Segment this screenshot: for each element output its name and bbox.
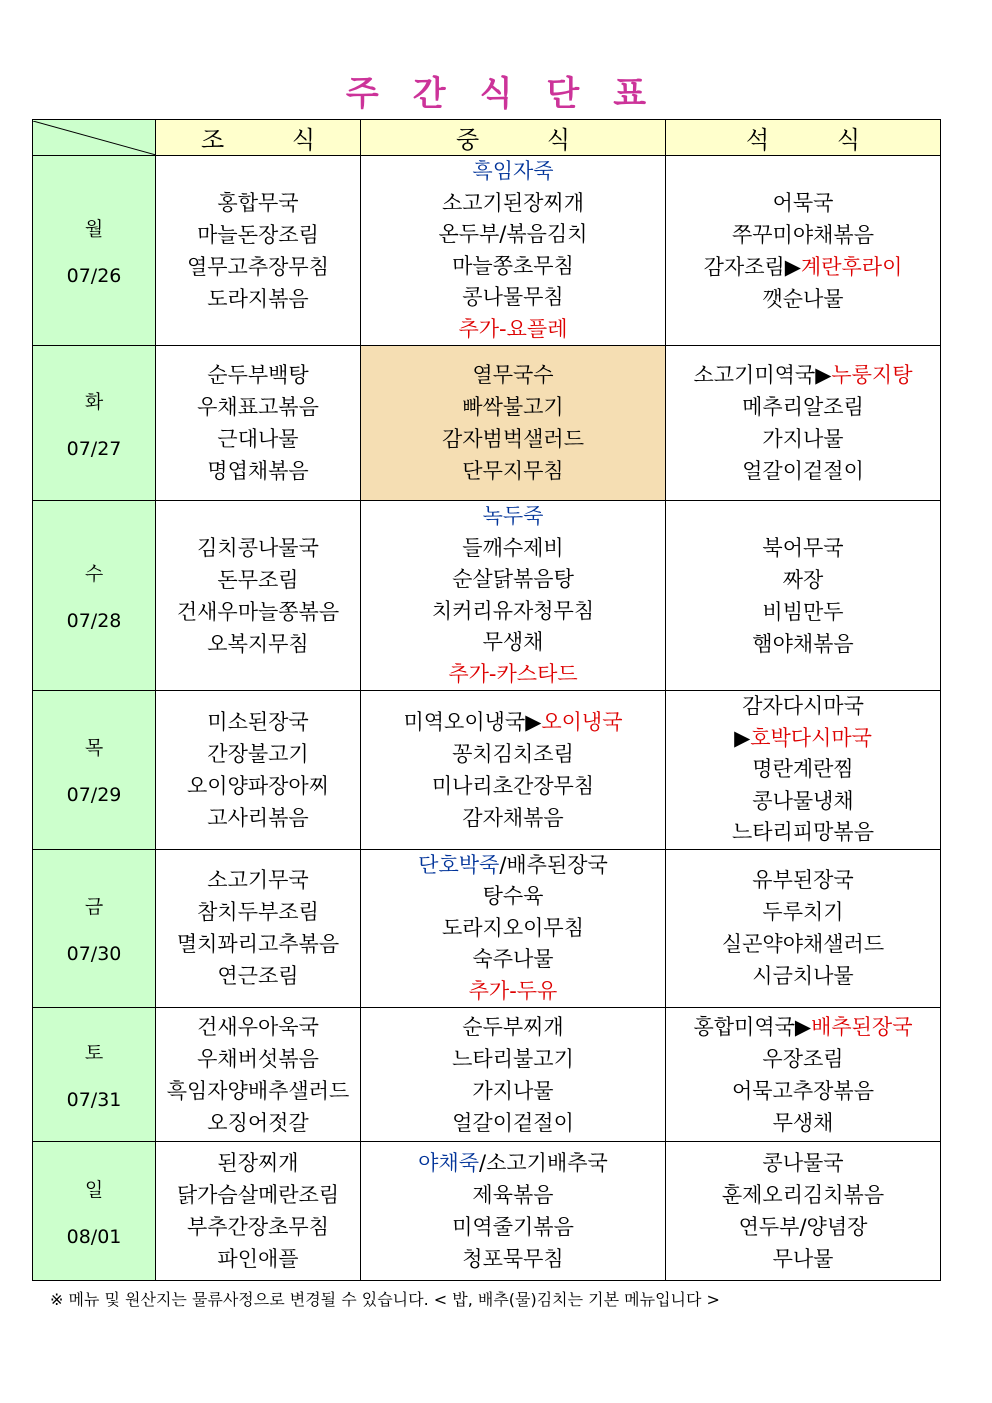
menu-item-text: 가지나물 (762, 427, 844, 451)
day-row (33, 346, 941, 501)
lunch-cell (361, 691, 666, 850)
menu-item (666, 187, 940, 219)
menu-item (666, 423, 940, 455)
menu-item (156, 1011, 360, 1043)
menu-item (361, 251, 665, 283)
menu-item (156, 1147, 360, 1179)
menu-item-text: 미나리초간장무침 (431, 773, 595, 798)
menu-item-text: 미역오이냉국▶ (403, 709, 542, 734)
menu-item-extra: /소고기배추국 (479, 1151, 608, 1175)
menu-item (361, 1147, 665, 1179)
menu-item-alt: 계란후라이 (800, 254, 903, 279)
menu-item-text: 가지나물 (472, 1078, 554, 1103)
menu-item (666, 1179, 940, 1211)
menu-item (666, 723, 940, 755)
menu-item-text: 감자채볶음 (462, 805, 564, 830)
dinner-cell (666, 501, 941, 691)
menu-item (156, 1179, 360, 1211)
menu-item (361, 423, 665, 455)
menu-item (361, 219, 665, 251)
menu-item-text: 비빔만두 (762, 599, 844, 624)
lunch-cell (361, 156, 666, 346)
menu-item (361, 596, 665, 628)
menu-item-text: 부추간장초무침 (186, 1215, 329, 1239)
menu-item-text: 우장조림 (762, 1046, 844, 1071)
menu-item-text: 미역줄기볶음 (452, 1215, 574, 1239)
menu-item-text: 꽁치김치조림 (452, 741, 574, 766)
menu-item (156, 802, 360, 834)
menu-item-text: 열무고추장무침 (186, 254, 329, 279)
day-row (33, 501, 941, 691)
menu-item-text: 단무지무침 (462, 459, 564, 483)
menu-item-text: 도라지볶음 (207, 286, 309, 311)
menu-item-text: ▶ (734, 725, 751, 750)
menu-item (361, 455, 665, 487)
menu-item (361, 913, 665, 945)
menu-item-text: 콩나물냉채 (752, 788, 854, 813)
menu-item-text: 연두부/양념장 (738, 1215, 868, 1239)
menu-item (361, 501, 665, 533)
menu-item (666, 628, 940, 660)
menu-item-text: 감자다시마국 (742, 694, 864, 718)
menu-item (666, 532, 940, 564)
menu-item (156, 896, 360, 928)
menu-item-text: 순살닭볶음탕 (452, 567, 574, 591)
menu-item (361, 391, 665, 423)
menu-item-text: 들깨수제비 (462, 535, 564, 560)
menu-item-text: 참치두부조림 (197, 900, 319, 925)
menu-item-text: 숙주나물 (472, 947, 554, 971)
menu-item (666, 691, 940, 723)
menu-item-text: 청포묵무침 (462, 1247, 564, 1271)
breakfast-cell (156, 1142, 361, 1281)
menu-item-text: 순두부찌개 (462, 1014, 564, 1039)
breakfast-cell (156, 156, 361, 346)
menu-item (666, 928, 940, 960)
menu-item (666, 1011, 940, 1043)
menu-item (666, 251, 940, 283)
menu-item-text: 콩나물국 (762, 1151, 844, 1175)
menu-item-text: 멸치꽈리고추볶음 (176, 932, 340, 957)
day-cell (33, 501, 156, 691)
menu-item (156, 359, 360, 391)
menu-item-text: 열무국수 (472, 363, 554, 387)
menu-item (156, 738, 360, 770)
menu-item (156, 596, 360, 628)
menu-item-text: 북어무국 (762, 535, 844, 560)
menu-item-text: 간장불고기 (207, 741, 309, 766)
menu-item (361, 770, 665, 802)
menu-item (156, 455, 360, 487)
menu-item (666, 1107, 940, 1139)
menu-item (361, 564, 665, 596)
menu-item-text: 어묵국 (772, 190, 834, 215)
menu-item-text: 햄야채볶음 (752, 631, 854, 656)
breakfast-cell (156, 501, 361, 691)
menu-item (361, 314, 665, 346)
menu-item (156, 423, 360, 455)
lunch-cell (361, 1008, 666, 1142)
menu-item-text: 순두부백탕 (207, 363, 309, 387)
menu-item (156, 532, 360, 564)
menu-item (666, 754, 940, 786)
menu-item-text: 소고기미역국▶ (693, 363, 832, 387)
menu-item (361, 944, 665, 976)
menu-item-text: 무생채 (772, 1110, 834, 1135)
dinner-cell (666, 1008, 941, 1142)
day-cell (33, 691, 156, 850)
menu-item (156, 1043, 360, 1075)
menu-item-text: 돈무조림 (217, 567, 299, 592)
menu-item-text: 연근조림 (217, 964, 299, 989)
menu-item-text: 느타리피망볶음 (731, 820, 874, 844)
menu-item-text: 훈제오리김치볶음 (721, 1183, 885, 1207)
day-row (33, 156, 941, 346)
menu-item-text: 시금치나물 (752, 964, 854, 989)
menu-item (361, 627, 665, 659)
menu-item (156, 928, 360, 960)
menu-item-text: 미소된장국 (207, 709, 309, 734)
menu-item-text: 치커리유자청무침 (431, 598, 595, 623)
menu-item (361, 802, 665, 834)
header-breakfast: 조 식 (156, 120, 361, 156)
breakfast-cell (156, 849, 361, 1008)
menu-item-text: 짜장 (782, 567, 824, 592)
menu-item (156, 960, 360, 992)
day-date: 08/01 (66, 1225, 122, 1248)
dinner-cell (666, 691, 941, 850)
day-date: 07/27 (66, 437, 122, 460)
menu-item (361, 156, 665, 188)
menu-item-text: 얼갈이겉절이 (452, 1110, 574, 1135)
menu-item-text: 온두부/볶음김치 (438, 222, 588, 246)
breakfast-cell (156, 1008, 361, 1142)
menu-item (361, 533, 665, 565)
menu-item (666, 1075, 940, 1107)
menu-item (666, 864, 940, 896)
menu-item-alt: 오이냉국 (541, 709, 623, 734)
menu-item (361, 1243, 665, 1275)
menu-item (666, 1147, 940, 1179)
menu-item (361, 976, 665, 1008)
menu-item (156, 391, 360, 423)
menu-item-text: 탕수육 (482, 884, 544, 908)
menu-item-text: 실곤약야채샐러드 (721, 932, 885, 957)
day-row (33, 1142, 941, 1281)
menu-item (666, 564, 940, 596)
menu-item-text: 느타리불고기 (452, 1046, 574, 1071)
menu-item-text: 소고기무국 (207, 868, 309, 893)
menu-item-text: 두루치기 (762, 900, 844, 925)
menu-item-text: 오복지무침 (207, 631, 309, 656)
menu-item-text: 도라지오이무침 (441, 915, 584, 940)
menu-item-text: 건새우마늘쫑볶음 (176, 599, 340, 624)
menu-item-text: 깻순나물 (762, 286, 844, 311)
day-date: 07/26 (66, 265, 122, 287)
menu-item-text: 오징어젓갈 (207, 1110, 309, 1135)
corner-cell (33, 120, 156, 156)
menu-item (361, 659, 665, 691)
menu-item (666, 960, 940, 992)
day-cell (33, 156, 156, 346)
menu-item-text: 홍합미역국▶ (693, 1014, 812, 1039)
menu-item (361, 1107, 665, 1139)
day-row (33, 1008, 941, 1142)
menu-item (361, 881, 665, 913)
menu-item (666, 455, 940, 487)
menu-item (156, 770, 360, 802)
day-name: 수 (84, 563, 104, 585)
menu-item (156, 1243, 360, 1275)
menu-item-text: 된장찌개 (217, 1151, 299, 1175)
menu-item (156, 1075, 360, 1107)
menu-item (361, 359, 665, 391)
day-date: 07/29 (66, 784, 122, 807)
menu-item-text: 소고기된장찌개 (441, 190, 584, 215)
menu-item-text: 감자범벅샐러드 (441, 427, 584, 451)
menu-item (361, 282, 665, 314)
header-lunch: 중 식 (361, 120, 666, 156)
lunch-cell (361, 1142, 666, 1281)
menu-item-text: 닭가슴살메란조림 (176, 1183, 340, 1207)
menu-item-text: 무생채 (482, 630, 544, 654)
menu-item-text: 녹두죽 (482, 504, 544, 528)
day-name: 월 (84, 218, 104, 240)
menu-item-text: 우채버섯볶음 (197, 1046, 319, 1071)
day-date: 07/31 (66, 1089, 122, 1111)
menu-item-text: 명엽채볶음 (207, 459, 309, 483)
menu-item (156, 187, 360, 219)
menu-item-text: 야채죽 (418, 1151, 480, 1175)
menu-item (361, 1179, 665, 1211)
dinner-cell (666, 849, 941, 1008)
day-row (33, 691, 941, 850)
dinner-cell (666, 156, 941, 346)
day-name: 금 (84, 895, 104, 918)
day-name: 일 (84, 1178, 104, 1201)
dinner-cell (666, 346, 941, 501)
dinner-cell (666, 1142, 941, 1281)
menu-item-text: 빠싹불고기 (462, 395, 564, 419)
menu-item-text: 김치콩나물국 (197, 535, 319, 560)
weekly-menu-table (32, 119, 941, 1281)
menu-item-text: 마늘쫑초무침 (452, 253, 574, 278)
menu-item (156, 628, 360, 660)
menu-item (361, 706, 665, 738)
menu-item (666, 817, 940, 849)
menu-item-text: 흑임자양배추샐러드 (166, 1078, 350, 1103)
lunch-cell (361, 346, 666, 501)
menu-item-alt: 누룽지탕 (831, 363, 913, 387)
header-row (33, 120, 941, 156)
menu-item (156, 1107, 360, 1139)
lunch-cell (361, 501, 666, 691)
menu-item-text: 건새우아욱국 (197, 1014, 319, 1039)
menu-item (666, 1211, 940, 1243)
day-date: 07/30 (66, 942, 122, 965)
menu-item (361, 188, 665, 220)
menu-item-text: 고사리볶음 (207, 805, 309, 830)
lunch-cell (361, 849, 666, 1008)
day-cell (33, 849, 156, 1008)
menu-item-text: 메추리알조림 (742, 395, 864, 419)
menu-item (666, 786, 940, 818)
menu-item (156, 1211, 360, 1243)
menu-item (156, 706, 360, 738)
menu-item (156, 564, 360, 596)
menu-item-text: 홍합무국 (217, 190, 299, 215)
menu-item (156, 251, 360, 283)
menu-item (361, 850, 665, 882)
menu-item (156, 283, 360, 315)
menu-item-text: 쭈꾸미야채볶음 (731, 222, 874, 247)
menu-item-text: 근대나물 (217, 427, 299, 451)
menu-item (361, 738, 665, 770)
day-name: 토 (84, 1042, 104, 1064)
menu-item-text: 제육볶음 (472, 1183, 554, 1207)
day-row (33, 849, 941, 1008)
menu-item-text: 파인애플 (217, 1247, 299, 1271)
menu-item-text: 콩나물무침 (462, 285, 564, 309)
menu-item-alt: 배추된장국 (811, 1014, 913, 1039)
menu-item-text: 추가-요플레 (458, 316, 568, 341)
menu-item-text: 명란계란찜 (752, 757, 854, 781)
day-name: 화 (84, 390, 104, 413)
menu-item-text: 유부된장국 (752, 868, 854, 893)
menu-item-text: 어묵고추장볶음 (731, 1078, 874, 1103)
menu-item (666, 283, 940, 315)
day-date: 07/28 (66, 610, 122, 632)
menu-item (666, 1043, 940, 1075)
menu-item (666, 896, 940, 928)
menu-item (666, 359, 940, 391)
menu-item-text: 흑임자죽 (472, 159, 554, 183)
day-cell (33, 1142, 156, 1281)
menu-item-text: 우채표고볶음 (197, 395, 319, 419)
day-cell (33, 1008, 156, 1142)
diagonal-line (33, 121, 156, 155)
page-title: 주간식단표 (345, 74, 681, 114)
menu-item-text: 오이양파장아찌 (186, 773, 329, 798)
menu-item-extra: /배추된장국 (499, 852, 608, 877)
menu-item (666, 596, 940, 628)
day-name: 목 (84, 737, 104, 760)
menu-item (156, 219, 360, 251)
menu-item (156, 864, 360, 896)
header-dinner: 석 식 (666, 120, 941, 156)
menu-item (666, 219, 940, 251)
menu-item (361, 1011, 665, 1043)
menu-item-text: 마늘돈장조림 (197, 222, 319, 247)
menu-item (361, 1211, 665, 1243)
footnote: ※ 메뉴 및 원산지는 물류사정으로 변경될 수 있습니다. < 밥, 배추(물)김치는 기본 메뉴입니다 > (50, 1290, 720, 1309)
menu-item-text: 감자조림▶ (703, 254, 801, 279)
menu-item-text: 단호박죽 (418, 852, 500, 877)
menu-item-text: 무나물 (772, 1247, 834, 1271)
menu-item-text: 추가-두유 (468, 978, 558, 1003)
breakfast-cell (156, 691, 361, 850)
menu-item (666, 391, 940, 423)
breakfast-cell (156, 346, 361, 501)
menu-item-alt: 호박다시마국 (750, 725, 872, 750)
menu-item (361, 1075, 665, 1107)
menu-item-text: 추가-카스타드 (448, 661, 578, 686)
menu-item-text: 얼갈이겉절이 (742, 459, 864, 483)
menu-item (666, 1243, 940, 1275)
day-cell (33, 346, 156, 501)
menu-item (361, 1043, 665, 1075)
